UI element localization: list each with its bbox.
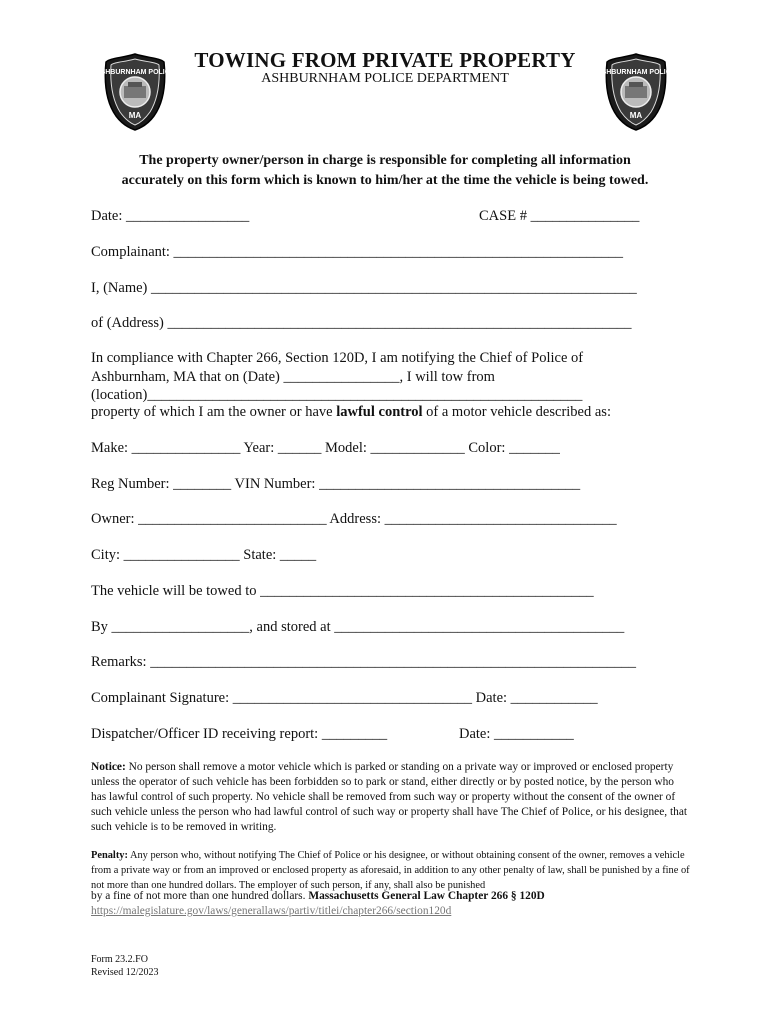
vehicle-description-fields[interactable]: Make: _______________ Year: ______ Model: _____________ Color: _______ [91,440,560,456]
penalty-paragraph [91,848,691,893]
dispatcher-date-field[interactable]: Date: ___________ [459,726,574,742]
badge-top-text-right: ASHBURNHAM POLICE [596,69,676,76]
compliance-line-1: In compliance with Chapter 266, Section 120D, I am notifying the Chief of Police of [91,350,584,366]
notice-paragraph [91,760,691,835]
revision-date: Revised 12/2023 [91,967,159,978]
compliance-line-4 [91,404,611,421]
penalty-last-line [91,890,545,902]
address-field[interactable]: of (Address) ________________________________________________________________ [91,315,632,331]
intro-line-1: The property owner/person in charge is responsible for completing all information [139,153,631,168]
badge-top-text-left: ASHBURNHAM POLICE [95,69,175,76]
case-number-field[interactable]: CASE # _______________ [479,208,640,224]
complainant-field[interactable]: Complainant: ______________________________________________________________ [91,244,624,260]
badge-bottom-text-right: MA [629,111,643,120]
notice-text: No person shall remove a motor vehicle which is parked or standing on a private way or improved or enclosed property unless the operator of such vehicle has been forbidden so to park or stand, either directly or by posted notice, by the person who has lawful control of such property. No vehicle shall be removed from such way or property without the consent of the owner of such vehicle unless the person who had lawful control of such way or property shall have The Chief of Police, or his designee, that such vehicle is to be removed in writing. [91,761,688,833]
compliance-text-a: property of which I am the owner or have [91,404,337,420]
penalty-label: Penalty: [91,850,128,861]
law-reference: Massachusetts General Law Chapter 266 § 120D [308,890,545,902]
towed-to-field[interactable]: The vehicle will be towed to ______________________________________________ [91,583,594,599]
tow-location-field[interactable]: (location)____________________________________________________________ [91,387,583,403]
dispatcher-id-field[interactable]: Dispatcher/Officer ID receiving report: _________ [91,726,388,742]
by-stored-at-fields[interactable]: By ___________________, and stored at ________________________________________ [91,619,625,635]
compliance-text-b: of a motor vehicle described as: [422,404,611,420]
intro-line-2: accurately on this form which is known to him/her at the time the vehicle is being towed. [121,173,649,188]
notice-label: Notice: [91,761,126,773]
remarks-field[interactable]: Remarks: ___________________________________________________________________ [91,654,636,670]
tow-date-field[interactable]: Ashburnham, MA that on (Date) ________________, I will tow from [91,369,495,385]
penalty-last-text: by a fine of not more than one hundred dollars. [91,890,309,902]
name-field[interactable]: I, (Name) ___________________________________________________________________ [91,280,637,296]
owner-address-fields[interactable]: Owner: __________________________ Address: ________________________________ [91,511,617,527]
registration-vin-fields[interactable]: Reg Number: ________ VIN Number: ____________________________________ [91,476,581,492]
city-state-fields[interactable]: City: ________________ State: _____ [91,547,317,563]
department-name: ASHBURNHAM POLICE DEPARTMENT [261,71,509,86]
lawful-control-text: lawful control [336,404,423,420]
form-title: TOWING FROM PRIVATE PROPERTY [194,48,576,72]
penalty-text: Any person who, without notifying The Chief of Police or his designee, or without obtaining consent of the owner, removes a vehicle from a private way or from an improved or enclosed property as aforesaid, in addition to any other penalty of law, shall be punished by a fine of not more than one hundred dollars. The employer of such person, if any, shall also be punished [91,850,690,891]
badge-bottom-text-left: MA [128,111,142,120]
date-field[interactable]: Date: _________________ [91,208,250,224]
form-number: Form 23.2.FO [91,954,148,965]
signature-date-fields[interactable]: Complainant Signature: _________________________________ Date: ____________ [91,690,598,706]
law-link[interactable]: https://malegislature.gov/laws/generallaws/partiv/titlei/chapter266/section120d [91,905,452,917]
